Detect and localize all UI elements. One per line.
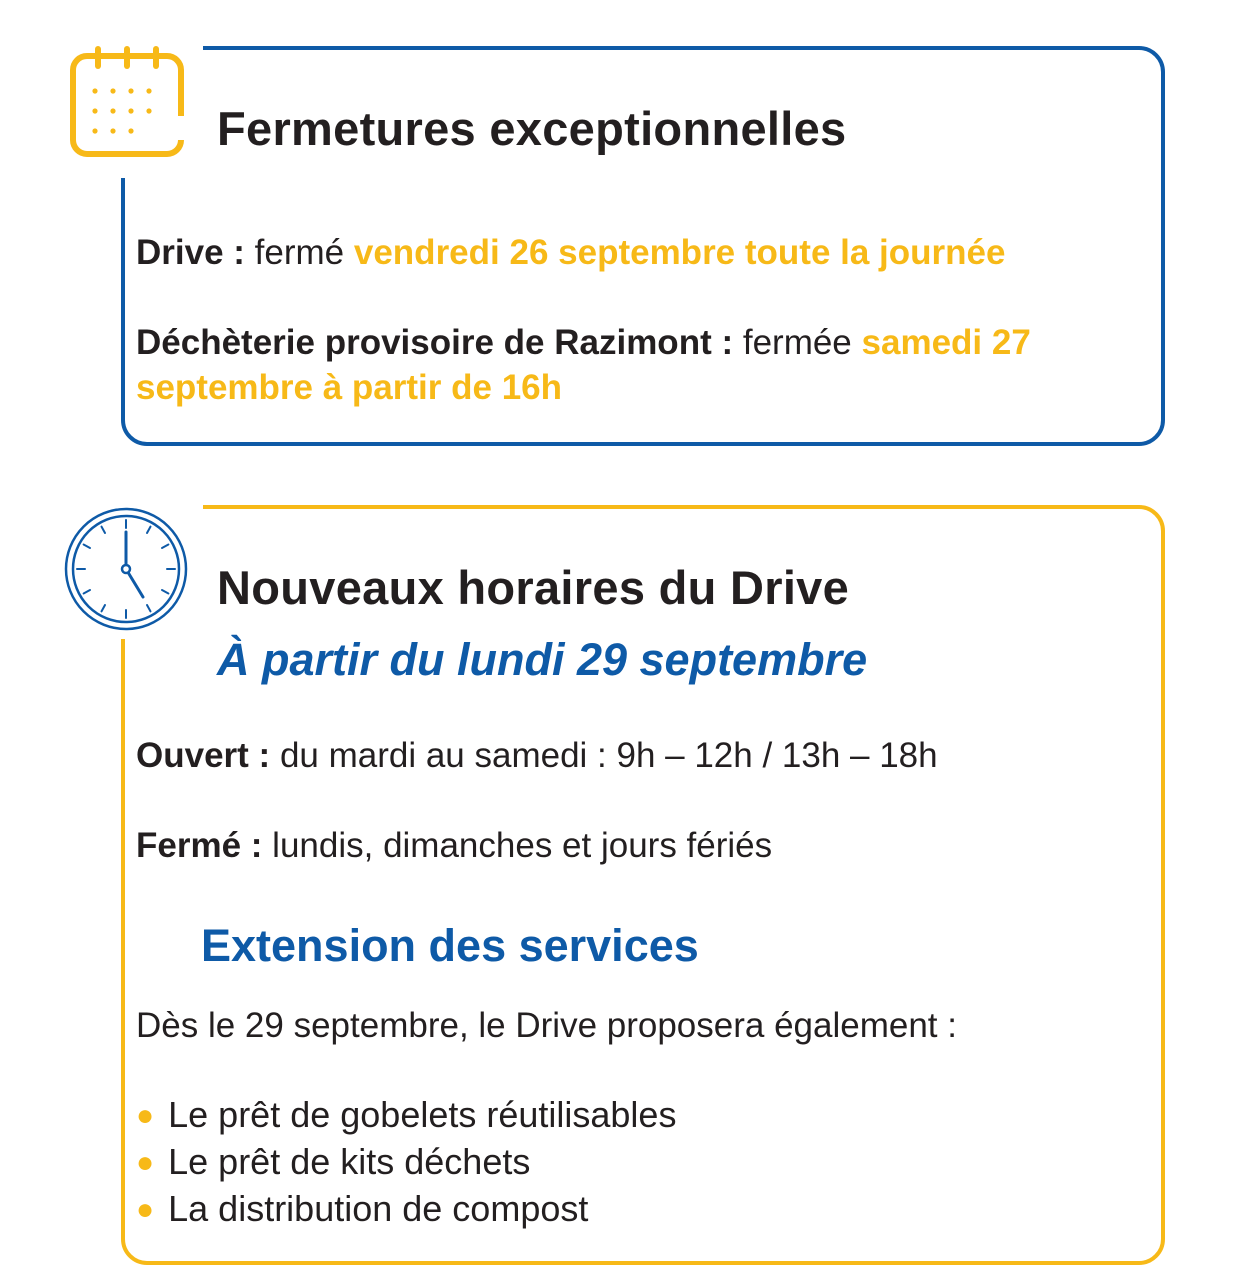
bullet-icon: ● [136,1099,155,1132]
clock-icon [63,506,189,632]
drive-closure-date: vendredi 26 septembre toute la journée [353,233,1006,272]
closed-days-line [136,826,772,866]
dechetterie-closure-time: septembre à partir de 16h [136,368,562,407]
hours-start-date: À partir du lundi 29 septembre [217,634,868,685]
open-hours-line [136,736,938,776]
open-hours-text: du mardi au samedi : 9h – 12h / 13h – 18h [279,736,938,775]
drive-closure-line [136,233,1005,273]
extension-title: Extension des services [201,920,699,971]
services-list [136,1092,676,1233]
drive-status: fermé [254,233,345,272]
dechetterie-label: Déchèterie provisoire de Razimont : [136,323,734,362]
drive-label: Drive : [136,233,245,272]
calendar-icon [68,46,186,162]
hours-title: Nouveaux horaires du Drive [217,561,850,614]
list-item: ● Le prêt de gobelets réutilisables [136,1094,677,1135]
dechetterie-closure-line [136,323,1031,363]
list-item: ● La distribution de compost [136,1188,589,1229]
list-item: ● Le prêt de kits déchets [136,1141,531,1182]
bullet-icon: ● [136,1146,155,1179]
bullet-icon: ● [136,1193,155,1226]
dechetterie-closure-date: samedi 27 [861,323,1031,362]
closures-title: Fermetures exceptionnelles [217,102,847,155]
extension-intro: Dès le 29 septembre, le Drive proposera également : [136,1006,957,1045]
closed-days-text: lundis, dimanches et jours fériés [272,826,773,865]
dechetterie-status: fermée [742,323,852,362]
closed-label: Fermé : [136,826,263,865]
open-label: Ouvert : [136,736,271,775]
